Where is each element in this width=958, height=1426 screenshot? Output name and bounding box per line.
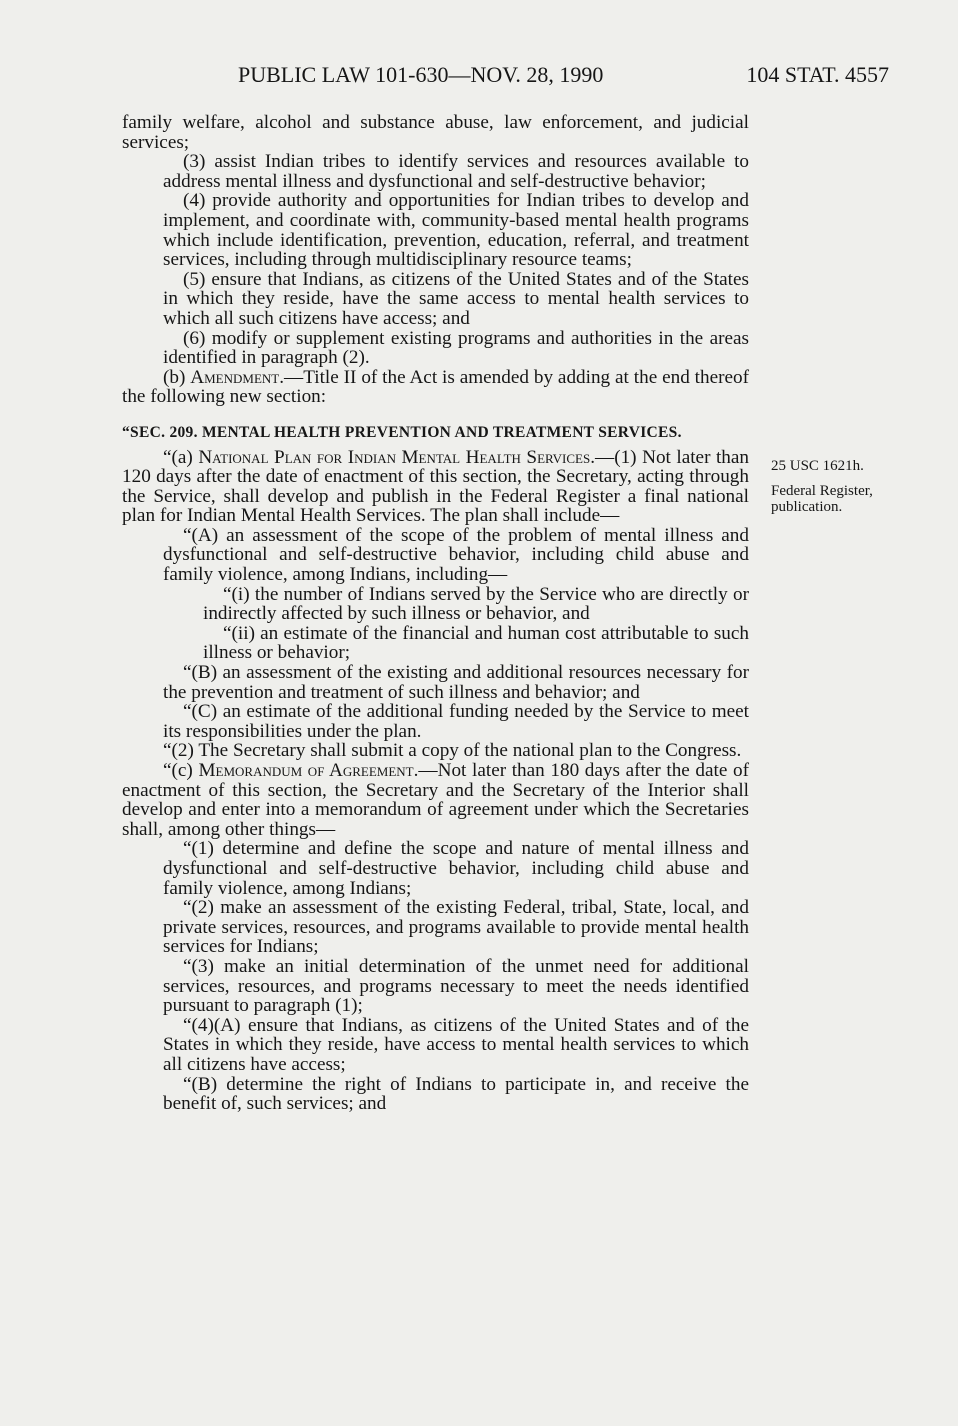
subsection-c: “(c) Memorandum of Agreement.—Not later than 180 days after the date of enactment of this section, the Secretary and the Secretary of the Interior shall develop and enter into a memorandum of agreement under which the Secretaries shall, among other things—: [122, 760, 749, 840]
item-c4A: “(4)(A) ensure that Indians, as citizens of the United States and of the States in which they reside, have access to mental health services to which all citizens have access;: [163, 1014, 749, 1075]
paragraph-4: (4) provide authority and opportunities for Indian tribes to develop and implement, and coordinate with, community-based mental health programs which include identification, prevention, education, referral, and treatment services, including through multidisciplinary resource teams;: [163, 190, 749, 271]
statute-page-number: 104 STAT. 4557: [746, 62, 889, 87]
clause-B: “(B) an assessment of the existing and additional resources necessary for the prevention and treatment of such illness and behavior; and: [163, 662, 749, 703]
item-c4B: “(B) determine the right of Indians to participate in, and receive the benefit of, such services; and: [163, 1073, 749, 1115]
usc-citation: 25 USC 1621h.: [771, 458, 864, 474]
item-c2: “(2) make an assessment of the existing Federal, tribal, State, local, and private services, resources, and programs available to provide mental health services for Indians;: [163, 897, 749, 958]
clause-i: “(i) the number of Indians served by the Service who are directly or indirectly affected by such illness or behavior, and: [203, 583, 749, 625]
subsection-a-heading: National Plan for Indian Mental Health Services: [198, 446, 591, 468]
margin-note-federal-register: Federal Register, publication.: [771, 483, 873, 515]
page-header: [238, 62, 889, 88]
paragraph-3: (3) assist Indian tribes to identify services and resources available to address mental illness and dysfunctional and self-destructive behavior;: [163, 151, 749, 192]
clause-A: “(A) an assessment of the scope of the problem of mental illness and dysfunctional and self-destructive behavior, including child abuse and family violence, among Indians, including—: [163, 524, 749, 586]
subsection-c-heading: Memorandum of Agreement: [198, 760, 414, 781]
subsection-a: “(a) National Plan for Indian Mental Health Services.—(1) Not later than 120 days after the date of enactment of this section, the Secretary, acting through the Service, shall develop and publish in the Federal Register a final national plan for Indian Mental Health Services. The plan shall include—: [122, 446, 750, 527]
subsection-b: (b) Amendment.—Title II of the Act is amended by adding at the end thereof the following new section:: [122, 366, 750, 408]
paragraph-6: (6) modify or supplement existing programs and authorities in the areas identified in paragraph (2).: [163, 327, 749, 369]
document-body: [122, 113, 749, 1114]
paragraph-continuation: family welfare, alcohol and substance abuse, law enforcement, and judicial services;: [122, 112, 749, 153]
margin-notes: [771, 458, 891, 515]
clause-C: “(C) an estimate of the additional funding needed by the Service to meet its responsibilities under the plan.: [163, 701, 749, 742]
paragraph-a2: “(2) The Secretary shall submit a copy of the national plan to the Congress.: [163, 740, 742, 762]
running-title: PUBLIC LAW 101-630—NOV. 28, 1990: [238, 62, 604, 87]
subsection-b-heading: Amendment: [190, 366, 280, 388]
section-209-heading: “SEC. 209. MENTAL HEALTH PREVENTION AND TREATMENT SERVICES.: [122, 423, 682, 441]
paragraph-5: (5) ensure that Indians, as citizens of the United States and of the States in which they reside, have the same access to mental health services to which all such citizens have access; and: [163, 268, 749, 329]
item-c1: “(1) determine and define the scope and nature of mental illness and dysfunctional and self-destructive behavior, including child abuse and family violence, among Indians;: [163, 838, 749, 899]
clause-ii: “(ii) an estimate of the financial and human cost attributable to such illness or behavior;: [203, 622, 749, 664]
item-c3: “(3) make an initial determination of the unmet need for additional services, resources, and programs necessary to meet the needs identified pursuant to paragraph (1);: [163, 955, 749, 1017]
